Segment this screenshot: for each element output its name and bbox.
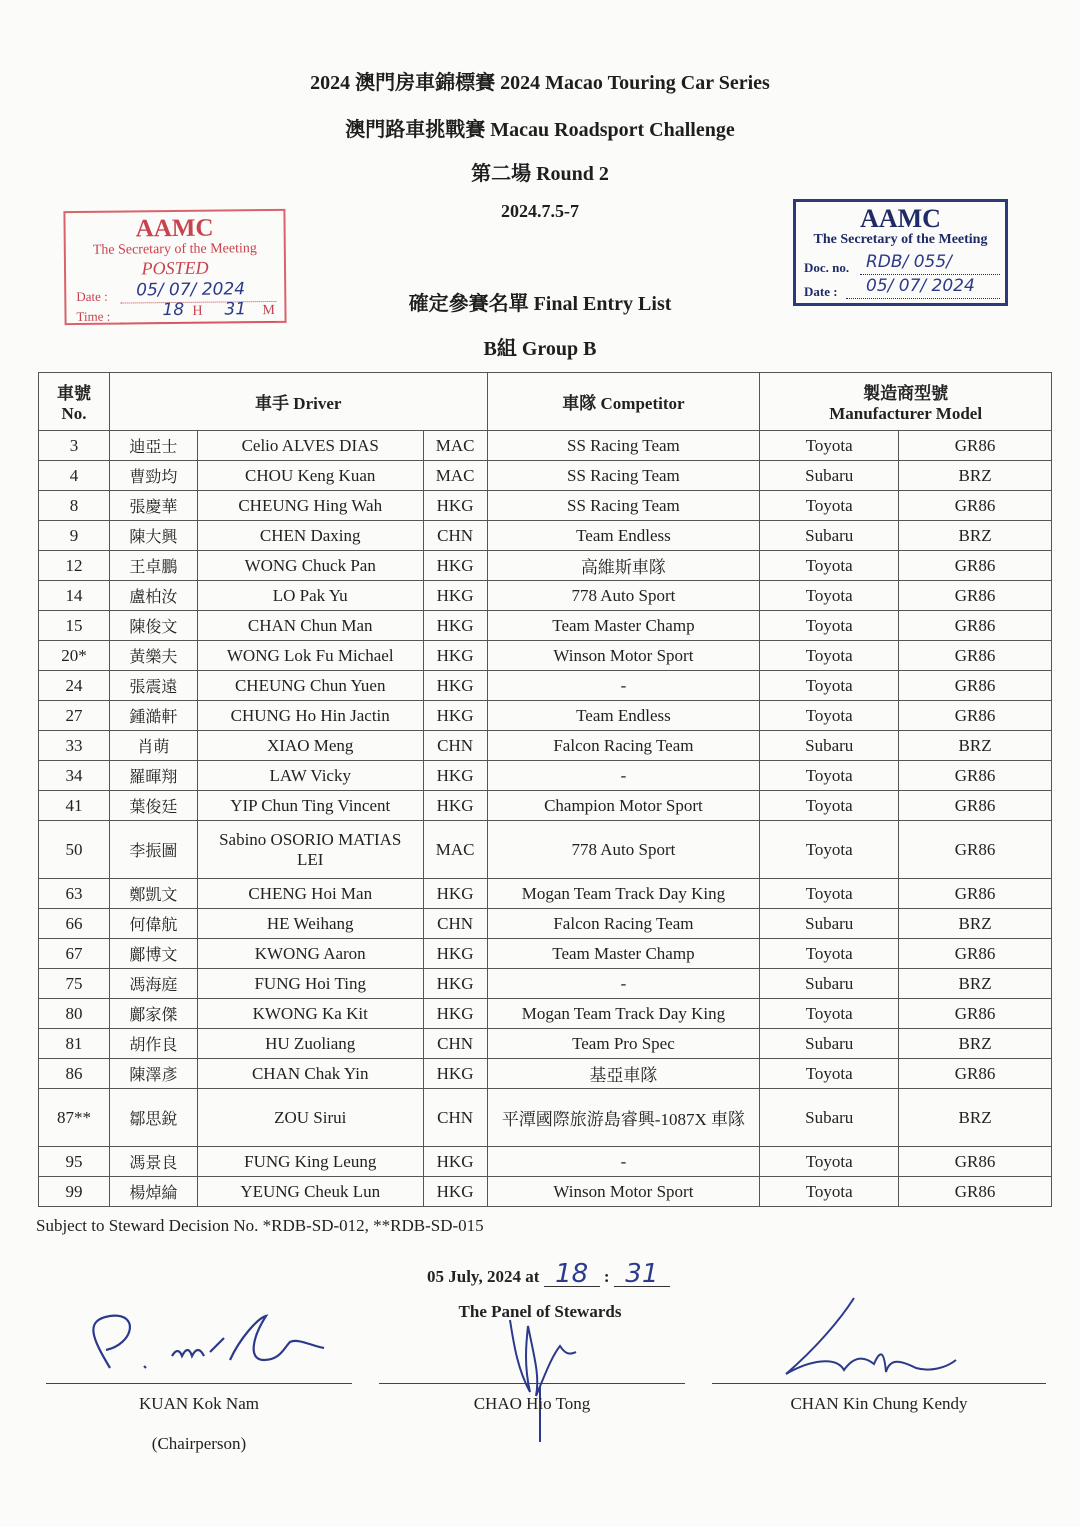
table-row bbox=[39, 1029, 1052, 1059]
driver-chinese-name: 李振圖 bbox=[109, 821, 197, 879]
driver-chinese-name: 鄒思銳 bbox=[109, 1089, 197, 1147]
entry-number: 27 bbox=[39, 701, 110, 731]
manufacturer: Toyota bbox=[760, 431, 899, 461]
car-model: GR86 bbox=[899, 641, 1052, 671]
signing-minute: 31 bbox=[614, 1262, 670, 1287]
competitor-name: Winson Motor Sport bbox=[487, 1177, 760, 1207]
competitor-name: Mogan Team Track Day King bbox=[487, 879, 760, 909]
driver-name: HE Weihang bbox=[197, 909, 423, 939]
car-model: GR86 bbox=[899, 879, 1052, 909]
driver-chinese-name: 盧柏汝 bbox=[109, 581, 197, 611]
car-model: GR86 bbox=[899, 1147, 1052, 1177]
competitor-name: Team Master Champ bbox=[487, 611, 760, 641]
round-label: 第二場 Round 2 bbox=[471, 163, 609, 185]
driver-name: FUNG Hoi Ting bbox=[197, 969, 423, 999]
table-row bbox=[39, 999, 1052, 1029]
driver-chinese-name: 陳大興 bbox=[109, 521, 197, 551]
event-subtitle: 澳門路車挑戰賽 Macau Roadsport Challenge bbox=[345, 119, 735, 141]
entry-number: 80 bbox=[39, 999, 110, 1029]
driver-chinese-name: 鄺博文 bbox=[109, 939, 197, 969]
header-competitor: 車隊 Competitor bbox=[487, 373, 760, 431]
driver-name: WONG Lok Fu Michael bbox=[197, 641, 423, 671]
driver-chinese-name: 迪亞士 bbox=[109, 431, 197, 461]
driver-name: ZOU Sirui bbox=[197, 1089, 423, 1147]
stamp-date-label: Date : bbox=[76, 288, 108, 305]
event-title: 2024 澳門房車錦標賽 2024 Macao Touring Car Series bbox=[310, 72, 770, 94]
manufacturer: Toyota bbox=[760, 581, 899, 611]
competitor-name: - bbox=[487, 1147, 760, 1177]
manufacturer: Toyota bbox=[760, 1059, 899, 1089]
driver-name: LAW Vicky bbox=[197, 761, 423, 791]
manufacturer: Subaru bbox=[760, 521, 899, 551]
driver-chinese-name: 黃樂夫 bbox=[109, 641, 197, 671]
competitor-name: - bbox=[487, 969, 760, 999]
steward-name-2: CHAO Hio Tong bbox=[473, 1394, 591, 1413]
driver-nationality: HKG bbox=[423, 1147, 487, 1177]
competitor-name: Winson Motor Sport bbox=[487, 641, 760, 671]
stamp-time-h: H bbox=[192, 303, 203, 319]
car-model: GR86 bbox=[899, 611, 1052, 641]
manufacturer: Toyota bbox=[760, 491, 899, 521]
entry-number: 20* bbox=[39, 641, 110, 671]
driver-chinese-name: 曹勁均 bbox=[109, 461, 197, 491]
driver-chinese-name: 王卓鵬 bbox=[109, 551, 197, 581]
competitor-name: SS Racing Team bbox=[487, 431, 760, 461]
car-model: GR86 bbox=[899, 1059, 1052, 1089]
table-row bbox=[39, 909, 1052, 939]
posted-stamp bbox=[63, 209, 286, 325]
driver-chinese-name: 何偉航 bbox=[109, 909, 197, 939]
driver-nationality: HKG bbox=[423, 701, 487, 731]
header-no: 車號 No. bbox=[39, 373, 110, 431]
driver-chinese-name: 胡作良 bbox=[109, 1029, 197, 1059]
driver-nationality: HKG bbox=[423, 671, 487, 701]
steward-name-3: CHAN Kin Chung Kendy bbox=[790, 1394, 968, 1413]
table-row bbox=[39, 521, 1052, 551]
entry-number: 81 bbox=[39, 1029, 110, 1059]
driver-name: WONG Chuck Pan bbox=[197, 551, 423, 581]
car-model: GR86 bbox=[899, 1177, 1052, 1207]
driver-name: YIP Chun Ting Vincent bbox=[197, 791, 423, 821]
stamp-org: AAMC bbox=[860, 204, 941, 233]
car-model: BRZ bbox=[899, 909, 1052, 939]
competitor-name: Team Endless bbox=[487, 701, 760, 731]
steward-name-1: KUAN Kok Nam bbox=[139, 1394, 259, 1413]
stamp-date-value: 05/ 07/ 2024 bbox=[136, 279, 246, 301]
table-row bbox=[39, 431, 1052, 461]
competitor-name: 778 Auto Sport bbox=[487, 821, 760, 879]
stamp-time-label: Time : bbox=[76, 308, 111, 325]
driver-nationality: MAC bbox=[423, 821, 487, 879]
competitor-name: Team Master Champ bbox=[487, 939, 760, 969]
competitor-name: SS Racing Team bbox=[487, 491, 760, 521]
stamp-doc-label: Doc. no. bbox=[804, 260, 850, 275]
driver-name: Celio ALVES DIAS bbox=[197, 431, 423, 461]
car-model: GR86 bbox=[899, 999, 1052, 1029]
driver-name: Sabino OSORIO MATIAS LEI bbox=[197, 821, 423, 879]
table-row bbox=[39, 581, 1052, 611]
stamp-role: The Secretary of the Meeting bbox=[92, 241, 257, 258]
event-dates: 2024.7.5-7 bbox=[501, 201, 579, 221]
driver-name: KWONG Ka Kit bbox=[197, 999, 423, 1029]
driver-name: CHENG Hoi Man bbox=[197, 879, 423, 909]
time-separator: : bbox=[603, 1267, 610, 1286]
car-model: BRZ bbox=[899, 1089, 1052, 1147]
table-row bbox=[39, 791, 1052, 821]
driver-name: YEUNG Cheuk Lun bbox=[197, 1177, 423, 1207]
competitor-name: - bbox=[487, 761, 760, 791]
stamp-status: POSTED bbox=[141, 257, 209, 279]
stamp-date-label: Date : bbox=[804, 284, 838, 299]
signature-chao bbox=[490, 1316, 610, 1446]
list-title: 確定參賽名單 Final Entry List bbox=[408, 293, 672, 315]
driver-name: CHAN Chun Man bbox=[197, 611, 423, 641]
steward-decision-note: Subject to Steward Decision No. *RDB-SD-012, **RDB-SD-015 bbox=[36, 1216, 484, 1235]
table-row bbox=[39, 821, 1052, 879]
stamp-time-m: M bbox=[262, 302, 275, 319]
driver-chinese-name: 羅暉翔 bbox=[109, 761, 197, 791]
stamp-doc-value: RDB/ 055/ bbox=[866, 252, 952, 272]
table-row bbox=[39, 671, 1052, 701]
driver-nationality: HKG bbox=[423, 939, 487, 969]
driver-name: CHAN Chak Yin bbox=[197, 1059, 423, 1089]
driver-nationality: CHN bbox=[423, 909, 487, 939]
manufacturer: Toyota bbox=[760, 671, 899, 701]
car-model: GR86 bbox=[899, 761, 1052, 791]
driver-chinese-name: 陳澤彥 bbox=[109, 1059, 197, 1089]
competitor-name: - bbox=[487, 671, 760, 701]
car-model: GR86 bbox=[899, 581, 1052, 611]
manufacturer: Subaru bbox=[760, 1029, 899, 1059]
signature-kuan bbox=[80, 1308, 340, 1378]
entry-number: 3 bbox=[39, 431, 110, 461]
header-manufacturer: 製造商型號 Manufacturer Model bbox=[760, 373, 1052, 431]
driver-name: CHUNG Ho Hin Jactin bbox=[197, 701, 423, 731]
manufacturer: Toyota bbox=[760, 761, 899, 791]
stamp-time-hour: 18 bbox=[162, 299, 185, 321]
entry-number: 67 bbox=[39, 939, 110, 969]
manufacturer: Subaru bbox=[760, 909, 899, 939]
entry-number: 34 bbox=[39, 761, 110, 791]
driver-nationality: HKG bbox=[423, 761, 487, 791]
entry-number: 8 bbox=[39, 491, 110, 521]
driver-nationality: HKG bbox=[423, 491, 487, 521]
driver-name: CHEUNG Hing Wah bbox=[197, 491, 423, 521]
table-row bbox=[39, 551, 1052, 581]
table-row bbox=[39, 611, 1052, 641]
driver-chinese-name: 馮海庭 bbox=[109, 969, 197, 999]
driver-nationality: MAC bbox=[423, 461, 487, 491]
entry-number: 41 bbox=[39, 791, 110, 821]
competitor-name: Champion Motor Sport bbox=[487, 791, 760, 821]
table-row bbox=[39, 701, 1052, 731]
car-model: BRZ bbox=[899, 521, 1052, 551]
driver-nationality: CHN bbox=[423, 521, 487, 551]
signing-date: 05 July, 2024 at bbox=[427, 1267, 540, 1286]
car-model: GR86 bbox=[899, 821, 1052, 879]
entry-number: 99 bbox=[39, 1177, 110, 1207]
entry-table bbox=[38, 372, 1052, 1207]
competitor-name: Mogan Team Track Day King bbox=[487, 999, 760, 1029]
manufacturer: Toyota bbox=[760, 1147, 899, 1177]
table-row bbox=[39, 1089, 1052, 1147]
entry-number: 66 bbox=[39, 909, 110, 939]
driver-nationality: CHN bbox=[423, 1089, 487, 1147]
entry-number: 95 bbox=[39, 1147, 110, 1177]
driver-chinese-name: 楊焯綸 bbox=[109, 1177, 197, 1207]
driver-nationality: HKG bbox=[423, 1177, 487, 1207]
manufacturer: Subaru bbox=[760, 731, 899, 761]
car-model: GR86 bbox=[899, 431, 1052, 461]
car-model: GR86 bbox=[899, 701, 1052, 731]
car-model: GR86 bbox=[899, 491, 1052, 521]
stamp-org: AAMC bbox=[135, 214, 214, 243]
manufacturer: Toyota bbox=[760, 821, 899, 879]
manufacturer: Toyota bbox=[760, 641, 899, 671]
manufacturer: Toyota bbox=[760, 791, 899, 821]
driver-nationality: HKG bbox=[423, 791, 487, 821]
driver-chinese-name: 鄺家傑 bbox=[109, 999, 197, 1029]
driver-chinese-name: 張慶華 bbox=[109, 491, 197, 521]
car-model: GR86 bbox=[899, 551, 1052, 581]
manufacturer: Toyota bbox=[760, 551, 899, 581]
entry-number: 15 bbox=[39, 611, 110, 641]
table-row bbox=[39, 461, 1052, 491]
driver-name: CHEUNG Chun Yuen bbox=[197, 671, 423, 701]
table-row bbox=[39, 1177, 1052, 1207]
car-model: BRZ bbox=[899, 969, 1052, 999]
driver-chinese-name: 鍾澔軒 bbox=[109, 701, 197, 731]
driver-nationality: HKG bbox=[423, 999, 487, 1029]
competitor-name: 平潭國際旅游島睿興-1087X 車隊 bbox=[487, 1089, 760, 1147]
manufacturer: Subaru bbox=[760, 461, 899, 491]
entry-number: 14 bbox=[39, 581, 110, 611]
driver-nationality: HKG bbox=[423, 581, 487, 611]
driver-name: LO Pak Yu bbox=[197, 581, 423, 611]
entry-number: 87** bbox=[39, 1089, 110, 1147]
manufacturer: Toyota bbox=[760, 611, 899, 641]
driver-nationality: HKG bbox=[423, 1059, 487, 1089]
driver-name: FUNG King Leung bbox=[197, 1147, 423, 1177]
table-row bbox=[39, 969, 1052, 999]
driver-nationality: HKG bbox=[423, 641, 487, 671]
table-row bbox=[39, 761, 1052, 791]
entry-number: 86 bbox=[39, 1059, 110, 1089]
entry-number: 75 bbox=[39, 969, 110, 999]
table-row bbox=[39, 641, 1052, 671]
panel-title: The Panel of Stewards bbox=[458, 1302, 622, 1321]
table-row bbox=[39, 1059, 1052, 1089]
competitor-name: Team Pro Spec bbox=[487, 1029, 760, 1059]
car-model: BRZ bbox=[899, 731, 1052, 761]
stamp-time-min: 31 bbox=[224, 299, 247, 320]
competitor-name: SS Racing Team bbox=[487, 461, 760, 491]
manufacturer: Subaru bbox=[760, 1089, 899, 1147]
table-row bbox=[39, 731, 1052, 761]
driver-name: CHEN Daxing bbox=[197, 521, 423, 551]
competitor-name: 基亞車隊 bbox=[487, 1059, 760, 1089]
competitor-name: 778 Auto Sport bbox=[487, 581, 760, 611]
group-label: B組 Group B bbox=[483, 338, 597, 360]
driver-nationality: HKG bbox=[423, 879, 487, 909]
driver-chinese-name: 鄭凱文 bbox=[109, 879, 197, 909]
table-row bbox=[39, 879, 1052, 909]
entry-number: 33 bbox=[39, 731, 110, 761]
doc-stamp bbox=[793, 199, 1008, 306]
manufacturer: Toyota bbox=[760, 1177, 899, 1207]
driver-nationality: HKG bbox=[423, 611, 487, 641]
driver-chinese-name: 陳俊文 bbox=[109, 611, 197, 641]
driver-name: KWONG Aaron bbox=[197, 939, 423, 969]
manufacturer: Toyota bbox=[760, 879, 899, 909]
entry-number: 50 bbox=[39, 821, 110, 879]
signature-line-1 bbox=[46, 1383, 352, 1384]
entry-number: 24 bbox=[39, 671, 110, 701]
driver-chinese-name: 葉俊廷 bbox=[109, 791, 197, 821]
entry-number: 4 bbox=[39, 461, 110, 491]
signing-datetime bbox=[427, 1259, 670, 1289]
manufacturer: Toyota bbox=[760, 701, 899, 731]
driver-nationality: CHN bbox=[423, 731, 487, 761]
stamp-date-value: 05/ 07/ 2024 bbox=[866, 276, 975, 296]
driver-name: CHOU Keng Kuan bbox=[197, 461, 423, 491]
driver-name: HU Zuoliang bbox=[197, 1029, 423, 1059]
signing-hour: 18 bbox=[544, 1262, 600, 1287]
signature-chan bbox=[780, 1296, 970, 1386]
manufacturer: Subaru bbox=[760, 969, 899, 999]
driver-name: XIAO Meng bbox=[197, 731, 423, 761]
entry-number: 9 bbox=[39, 521, 110, 551]
car-model: GR86 bbox=[899, 791, 1052, 821]
entry-number: 12 bbox=[39, 551, 110, 581]
competitor-name: Falcon Racing Team bbox=[487, 731, 760, 761]
competitor-name: Team Endless bbox=[487, 521, 760, 551]
competitor-name: Falcon Racing Team bbox=[487, 909, 760, 939]
driver-chinese-name: 馮景良 bbox=[109, 1147, 197, 1177]
competitor-name: 高維斯車隊 bbox=[487, 551, 760, 581]
steward-role-1: (Chairperson) bbox=[151, 1434, 247, 1453]
driver-nationality: HKG bbox=[423, 551, 487, 581]
car-model: BRZ bbox=[899, 1029, 1052, 1059]
manufacturer: Toyota bbox=[760, 939, 899, 969]
driver-nationality: HKG bbox=[423, 969, 487, 999]
car-model: BRZ bbox=[899, 461, 1052, 491]
header-driver: 車手 Driver bbox=[109, 373, 487, 431]
car-model: GR86 bbox=[899, 939, 1052, 969]
driver-chinese-name: 肖萌 bbox=[109, 731, 197, 761]
entry-number: 63 bbox=[39, 879, 110, 909]
table-row bbox=[39, 491, 1052, 521]
manufacturer: Toyota bbox=[760, 999, 899, 1029]
driver-nationality: CHN bbox=[423, 1029, 487, 1059]
driver-nationality: MAC bbox=[423, 431, 487, 461]
table-row bbox=[39, 939, 1052, 969]
driver-chinese-name: 張震遠 bbox=[109, 671, 197, 701]
car-model: GR86 bbox=[899, 671, 1052, 701]
stamp-role: The Secretary of the Meeting bbox=[813, 232, 988, 247]
table-row bbox=[39, 1147, 1052, 1177]
